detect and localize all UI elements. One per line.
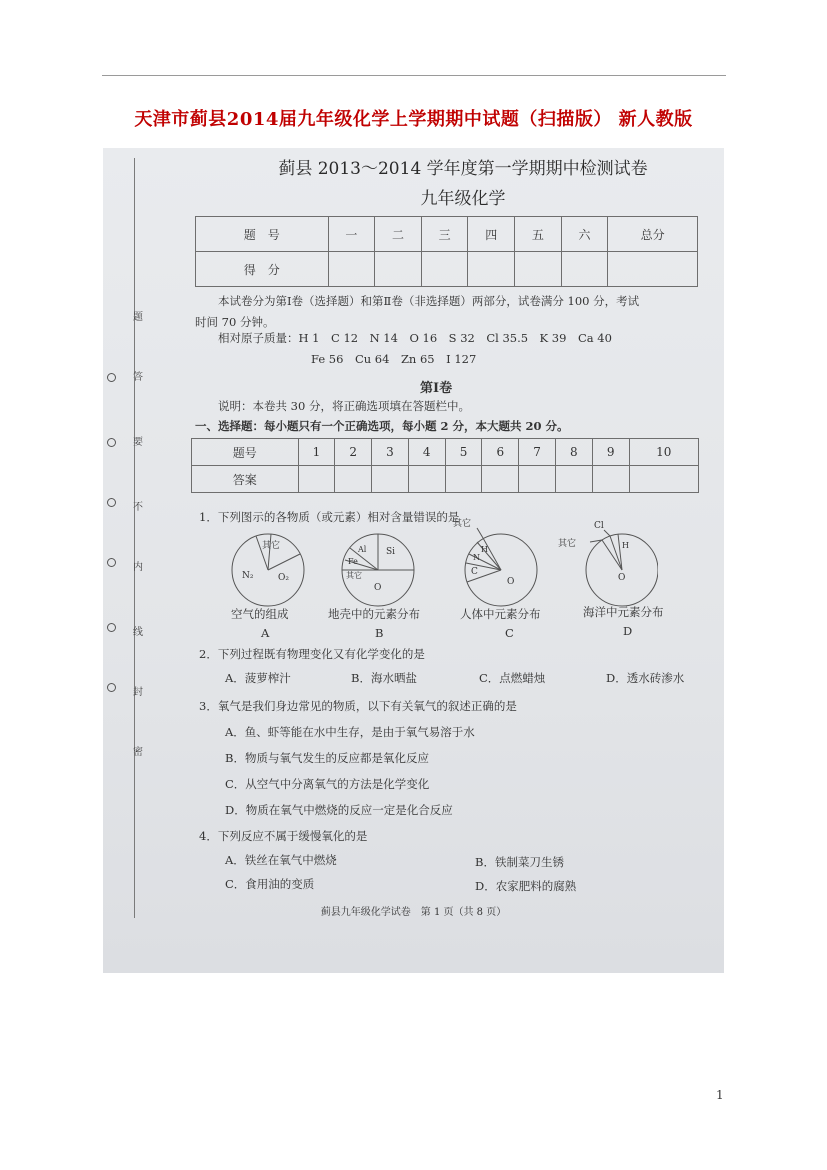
table-cell: 得 分 (196, 252, 329, 287)
pie-label: 其它 (346, 571, 362, 580)
table-cell: 一 (328, 217, 375, 252)
pie-label: H (622, 541, 629, 550)
table-cell: 7 (519, 439, 556, 466)
answer-cell (408, 466, 445, 493)
pie-caption: 人体中元素分布 (460, 607, 541, 621)
pie-label: O (374, 583, 382, 593)
pie-label: H (481, 545, 488, 554)
answer-cell (629, 466, 698, 493)
pie-label: N (473, 553, 480, 562)
binding-label: 要 (133, 437, 143, 448)
section-note: 说明：本卷共 30 分，将正确选项填在答题栏中。 (218, 399, 470, 413)
score-cell (421, 252, 468, 287)
pie-option-letter: A (261, 626, 270, 640)
score-cell (515, 252, 562, 287)
pie-label: 其它 (558, 539, 577, 549)
pie-label: 其它 (262, 541, 281, 551)
answer-cell (335, 466, 372, 493)
binding-hole (107, 683, 116, 692)
intro-text: 本试卷分为第Ⅰ卷（选择题）和第Ⅱ卷（非选择题）两部分，试卷满分 100 分，考试 (218, 294, 640, 308)
scanned-exam-image (103, 148, 724, 973)
table-cell: 二 (375, 217, 422, 252)
score-cell (468, 252, 515, 287)
table-cell: 3 (372, 439, 409, 466)
table-cell: 2 (335, 439, 372, 466)
pie-caption: 空气的组成 (231, 607, 289, 621)
table-cell: 题 号 (196, 217, 329, 252)
table-row (192, 439, 699, 466)
option: B．铁制菜刀生锈 (475, 855, 564, 869)
table-row (196, 217, 698, 252)
answer-cell (482, 466, 519, 493)
table-row (192, 466, 699, 493)
section-title: 第Ⅰ卷 (420, 381, 453, 396)
answer-cell (519, 466, 556, 493)
option: D．农家肥料的腐熟 (475, 879, 577, 893)
pie-option-letter: D (623, 624, 633, 638)
binding-label: 题 (133, 312, 143, 323)
question-1: 1．下列图示的各物质（或元素）相对含量错误的是 (199, 510, 460, 524)
pie-divider (268, 554, 300, 570)
binding-hole (107, 373, 116, 382)
option: B．物质与氧气发生的反应都是氧化反应 (225, 751, 429, 765)
table-cell: 题号 (192, 439, 299, 466)
score-cell (328, 252, 375, 287)
question-4: 4．下列反应不属于缓慢氧化的是 (199, 829, 368, 843)
score-cell (561, 252, 608, 287)
option: C．从空气中分离氧气的方法是化学变化 (225, 777, 430, 791)
pie-caption: 海洋中元素分布 (583, 605, 664, 619)
table-cell: 4 (408, 439, 445, 466)
pie-divider (268, 534, 271, 570)
pie-option-letter: C (505, 626, 514, 640)
part-heading: 一、选择题：每小题只有一个正确选项，每小题 2 分，本大题共 20 分。 (195, 419, 569, 433)
atomic-mass-text: 相对原子质量：H 1 C 12 N 14 O 16 S 32 Cl 35.5 K 39 Ca 40 (218, 331, 612, 345)
exam-footer: 蓟县九年级化学试卷 第 1 页（共 8 页） (320, 907, 507, 918)
exam-subtitle: 九年级化学 (420, 189, 506, 209)
answer-cell (555, 466, 592, 493)
table-cell: 五 (515, 217, 562, 252)
pie-chart-air (228, 530, 308, 610)
pie-caption: 地壳中的元素分布 (328, 607, 420, 621)
binding-line (134, 158, 135, 918)
question-3: 3．氧气是我们身边常见的物质，以下有关氧气的叙述正确的是 (199, 699, 517, 713)
score-table (195, 216, 698, 287)
option: B．海水晒盐 (351, 671, 417, 685)
binding-label: 线 (133, 627, 143, 638)
table-cell: 8 (555, 439, 592, 466)
score-cell (375, 252, 422, 287)
pie-label: Cl (594, 521, 604, 531)
option: A．鱼、虾等能在水中生存，是由于氧气易溶于水 (225, 725, 475, 739)
binding-hole (107, 558, 116, 567)
header-rule (102, 75, 726, 76)
table-cell: 10 (629, 439, 698, 466)
binding-label: 答 (133, 372, 143, 383)
binding-label: 密 (133, 747, 143, 758)
pie-label: C (471, 567, 478, 577)
pie-chart-ocean (558, 518, 658, 610)
atomic-mass-text: Fe 56 Cu 64 Zn 65 I 127 (311, 352, 477, 366)
binding-label: 内 (133, 562, 143, 573)
pie-label: O (507, 577, 515, 587)
score-cell (608, 252, 698, 287)
pie-leader-line (604, 530, 610, 536)
option: C．点燃蜡烛 (479, 671, 546, 685)
binding-hole (107, 438, 116, 447)
table-cell: 1 (298, 439, 335, 466)
pie-label: Si (386, 547, 396, 557)
pie-leader-line (477, 528, 483, 538)
binding-label: 不 (133, 502, 143, 513)
pie-label: 其它 (453, 519, 472, 529)
exam-title: 蓟县 2013～2014 学年度第一学期期中检测试卷 (278, 159, 648, 179)
binding-hole (107, 498, 116, 507)
answer-cell (298, 466, 335, 493)
table-cell: 答案 (192, 466, 299, 493)
table-cell: 四 (468, 217, 515, 252)
pie-label: O₂ (278, 573, 289, 583)
answer-cell (592, 466, 629, 493)
table-cell: 6 (482, 439, 519, 466)
option: D．物质在氧气中燃烧的反应一定是化合反应 (225, 803, 453, 817)
document-title: 天津市蓟县2014届九年级化学上学期期中试题（扫描版） 新人教版 (134, 109, 693, 130)
question-2: 2．下列过程既有物理变化又有化学变化的是 (199, 647, 425, 661)
intro-text: 时间 70 分钟。 (195, 315, 275, 329)
binding-margin (103, 148, 145, 973)
table-cell: 总分 (608, 217, 698, 252)
table-cell: 5 (445, 439, 482, 466)
pie-label: Fe (348, 557, 358, 566)
pie-label: N₂ (242, 571, 254, 581)
answer-cell (372, 466, 409, 493)
table-cell: 三 (421, 217, 468, 252)
option: D．透水砖渗水 (606, 671, 685, 685)
pie-label: O (618, 573, 626, 583)
pie-chart-body (453, 508, 543, 610)
option: C．食用油的变质 (225, 877, 315, 891)
table-cell: 六 (561, 217, 608, 252)
option: A．菠萝榨汁 (225, 671, 291, 685)
page-number: 1 (716, 1088, 724, 1102)
option: A．铁丝在氧气中燃烧 (225, 853, 337, 867)
binding-hole (107, 623, 116, 632)
table-row (196, 252, 698, 287)
pie-label: Al (358, 545, 367, 554)
answer-table (191, 438, 699, 493)
answer-cell (445, 466, 482, 493)
pie-chart-crust (338, 530, 418, 610)
pie-option-letter: B (375, 626, 384, 640)
table-cell: 9 (592, 439, 629, 466)
binding-label: 封 (133, 687, 143, 698)
